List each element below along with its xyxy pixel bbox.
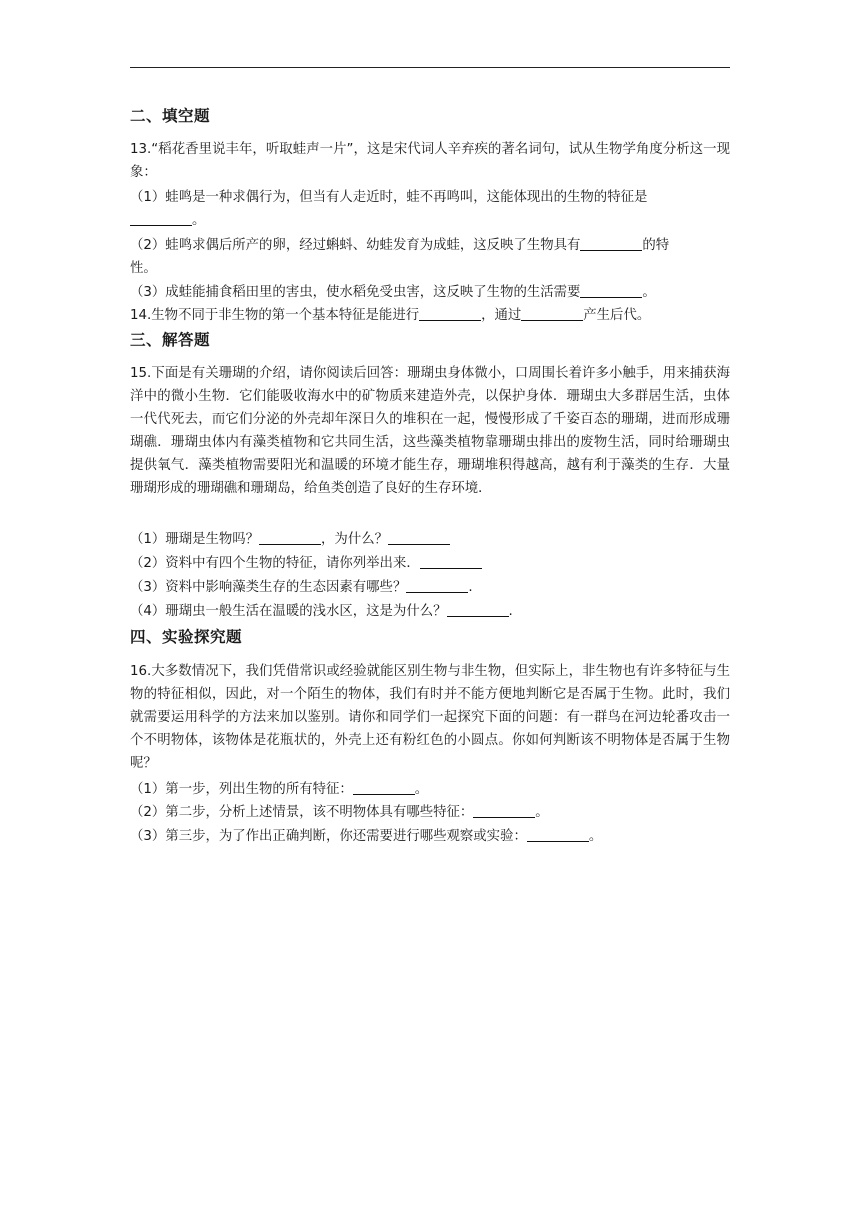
answer-blank[interactable]	[388, 530, 450, 545]
section-heading-short-answer: 三、解答题	[130, 331, 211, 349]
answer-blank[interactable]	[353, 780, 415, 795]
question-13-sub-2: （2）蛙鸣求偶后所产的卵，经过蝌蚪、幼蛙发育为成蛙，这反映了生物具有 的特	[130, 238, 670, 253]
answer-blank[interactable]	[419, 306, 481, 321]
question-13-sub-2-cont: 性。	[130, 261, 157, 276]
answer-blank[interactable]	[521, 306, 583, 321]
question-15-sub-1: （1）珊瑚是生物吗？ ，为什么？	[130, 530, 730, 550]
question-14: 14.生物不同于非生物的第一个基本特征是能进行 ，通过 产生后代。	[130, 308, 651, 323]
question-16-sub-3: （3）第三步，为了作出正确判断，你还需要进行哪些观察或实验： 。	[130, 829, 603, 844]
answer-blank[interactable]	[580, 236, 642, 251]
answer-blank[interactable]	[473, 803, 535, 818]
question-15-sub-3: （3）资料中影响藻类生存的生态因素有哪些？ .	[130, 580, 473, 595]
answer-blank[interactable]	[130, 211, 192, 226]
question-16-stem: 16.大多数情况下，我们凭借常识或经验就能区别生物与非生物，但实际上，非生物也有许多特征与生物的特征相似，因此，对一个陌生的物体，我们有时并不能方便地判断它是否属于生物。此时，我们就需要运用科学的方法来加以鉴别。请你和同学们一起探究下面的问题：有一群鸟在河边轮番攻击一个不明物体，该物体是花瓶状的，外壳上还有粉红色的小圆点。你如何判断该不明物体是否属于生物呢？	[130, 664, 730, 771]
question-13-sub-1-cont: 。	[130, 211, 730, 231]
question-15-stem: 15.下面是有关珊瑚的介绍，请你阅读后回答：珊瑚虫身体微小，口周围长着许多小触手，用来捕获海洋中的微小生物．它们能吸收海水中的矿物质来建造外壳，以保护身体．珊瑚虫大多群居生活，虫体一代代死去，而它们分泌的外壳却年深日久的堆积在一起，慢慢形成了千姿百态的珊瑚，进而形成珊瑚礁．珊瑚虫体内有藻类植物和它共同生活，这些藻类植物靠珊瑚虫排出的废物生活，同时给珊瑚虫提供氧气．藻类植物需要阳光和温暖的环境才能生存，珊瑚堆积得越高，越有利于藻类的生存．大量珊瑚形成的珊瑚礁和珊瑚岛，给鱼类创造了良好的生存环境．	[130, 366, 730, 496]
header-rule	[130, 67, 730, 68]
answer-blank[interactable]	[580, 283, 642, 298]
section-heading-fill-blank: 二、填空题	[130, 107, 211, 125]
question-13-sub-1: （1）蛙鸣是一种求偶行为，但当有人走近时，蛙不再鸣叫，这能体现出的生物的特征是	[130, 190, 648, 205]
question-15-sub-4: （4）珊瑚虫一般生活在温暖的浅水区，这是为什么？ .	[130, 604, 513, 619]
answer-blank[interactable]	[527, 827, 589, 842]
answer-blank[interactable]	[420, 554, 482, 569]
answer-blank[interactable]	[447, 602, 509, 617]
question-16-sub-1: （1）第一步，列出生物的所有特征： 。	[130, 782, 429, 797]
question-15-sub-2: （2）资料中有四个生物的特征，请你列举出来．	[130, 554, 730, 574]
section-heading-experiment: 四、实验探究题	[130, 628, 243, 646]
answer-blank[interactable]	[259, 530, 321, 545]
question-13-sub-3: （3）成蛙能捕食稻田里的害虫，使水稻免受虫害，这反映了生物的生活需要 。	[130, 285, 656, 300]
answer-blank[interactable]	[406, 578, 468, 593]
question-16-sub-2: （2）第二步，分析上述情景，该不明物体具有哪些特征： 。	[130, 805, 549, 820]
question-13-stem: 13.“稻花香里说丰年，听取蛙声一片”，这是宋代词人辛弃疾的著名词句，试从生物学角度分析这一现象：	[130, 142, 730, 180]
